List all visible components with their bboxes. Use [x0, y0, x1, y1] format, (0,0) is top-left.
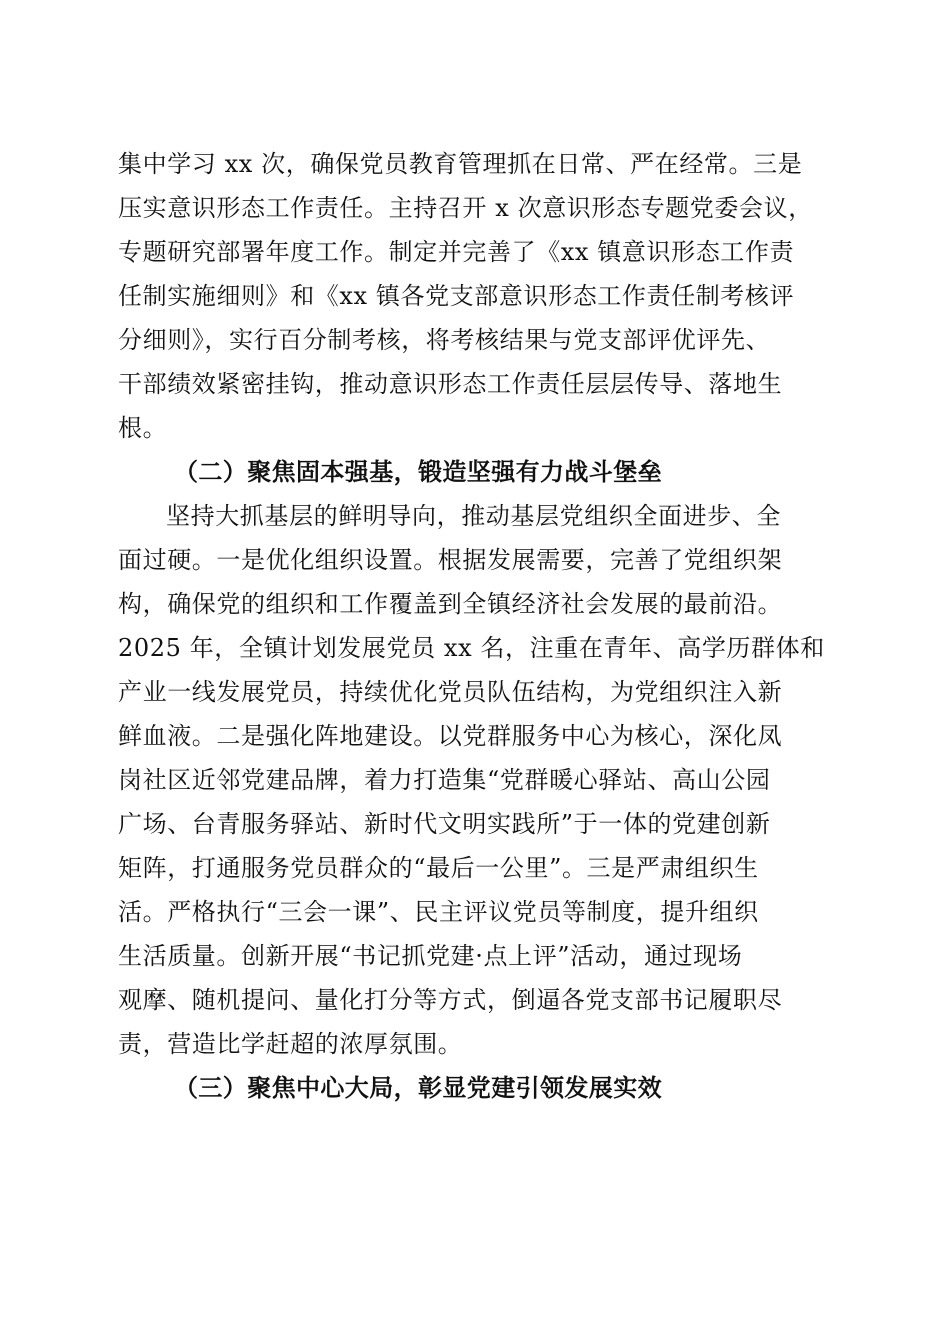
paragraph-line: 鲜血液。二是强化阵地建设。以党群服务中心为核心，深化凤 [118, 722, 783, 750]
paragraph-line: 广场、台青服务驿站、新时代文明实践所”于一体的党建创新 [118, 810, 771, 838]
paragraph-line: 活。严格执行“三会一课”、民主评议党员等制度，提升组织 [118, 898, 759, 926]
paragraph-line: 面过硬。一是优化组织设置。根据发展需要，完善了党组织架 [118, 546, 783, 574]
paragraph-line: 2025 年，全镇计划发展党员 xx 名，注重在青年、高学历群体和 [118, 634, 825, 662]
paragraph-line: 任制实施细则》和《xx 镇各党支部意识形态工作责任制考核评 [118, 282, 795, 310]
section-heading: （三）聚焦中心大局，彰显党建引领发展实效 [174, 1073, 662, 1102]
paragraph-line: 产业一线发展党员，持续优化党员队伍结构，为党组织注入新 [118, 678, 783, 706]
paragraph-line: 构，确保党的组织和工作覆盖到全镇经济社会发展的最前沿。 [118, 590, 783, 618]
paragraph-line: 分细则》，实行百分制考核，将考核结果与党支部评优评先、 [118, 326, 771, 354]
document-body [118, 142, 830, 1110]
paragraph-line: 责，营造比学赶超的浓厚氛围。 [118, 1030, 463, 1058]
paragraph-line: 集中学习 xx 次，确保党员教育管理抓在日常、严在经常。三是 [118, 150, 803, 178]
paragraph-line: 根。 [118, 414, 168, 442]
paragraph-line: 岗社区近邻党建品牌，着力打造集“党群暖心驿站、高山公园 [118, 766, 771, 794]
paragraph-line: 矩阵，打通服务党员群众的“最后一公里”。三是严肃组织生 [118, 854, 759, 882]
paragraph-line: 坚持大抓基层的鲜明导向，推动基层党组织全面进步、全 [166, 502, 781, 530]
paragraph-line: 生活质量。创新开展“书记抓党建·点上评”活动，通过现场 [118, 942, 743, 970]
paragraph-line: 观摩、随机提问、量化打分等方式，倒逼各党支部书记履职尽 [118, 986, 783, 1014]
section-heading: （二）聚焦固本强基，锻造坚强有力战斗堡垒 [174, 457, 662, 486]
paragraph-line: 专题研究部署年度工作。制定并完善了《xx 镇意识形态工作责 [118, 238, 795, 266]
paragraph-line: 压实意识形态工作责任。主持召开 x 次意识形态专题党委会议， [118, 194, 813, 222]
paragraph-line: 干部绩效紧密挂钩，推动意识形态工作责任层层传导、落地生 [118, 370, 783, 398]
